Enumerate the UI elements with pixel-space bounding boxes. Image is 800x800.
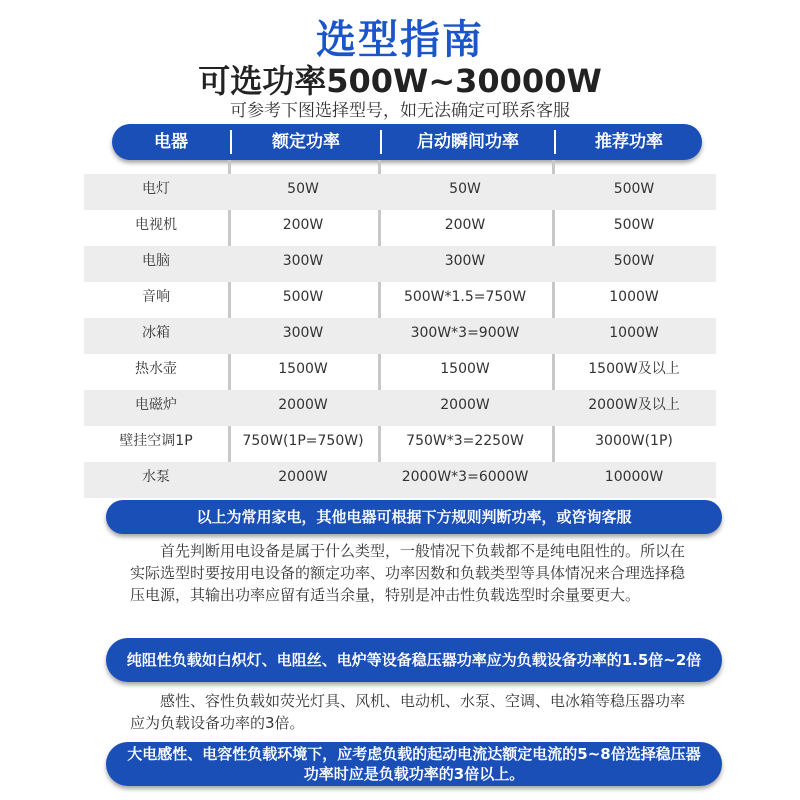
table-row: [84, 390, 716, 426]
page-title: 选型指南: [316, 17, 484, 63]
cell-appliance: 音响: [142, 289, 170, 305]
inductive-load-paragraph: 感性、容性负载如荧光灯具、风机、电动机、水泵、空调、电冰箱等稳压器功率应为负载设备功率的3倍。: [130, 692, 686, 732]
cell-startup-power: 300W: [444, 253, 486, 269]
cell-rated-power: 300W: [282, 253, 324, 269]
notice-text: 纯阻性负载如白炽灯、电阻丝、电炉等设备稳压器功率应为负载设备功率的1.5倍~2倍: [126, 651, 702, 669]
cell-startup-power: 300W*3=900W: [410, 325, 520, 341]
cell-startup-power: 200W: [444, 217, 486, 233]
column-header-rated-power: 额定功率: [272, 132, 340, 152]
cell-appliance: 热水壶: [135, 361, 177, 377]
cell-appliance: 电脑: [142, 253, 170, 269]
power-table: [84, 174, 716, 498]
cell-startup-power: 2000W*3=6000W: [401, 469, 529, 485]
cell-appliance: 电磁炉: [135, 397, 177, 413]
cell-recommended-power: 10000W: [604, 469, 664, 485]
cell-recommended-power: 1000W: [609, 289, 659, 305]
cell-rated-power: 2000W: [278, 397, 328, 413]
column-header-appliance: 电器: [154, 132, 188, 152]
cell-appliance: 水泵: [142, 469, 170, 485]
cell-recommended-power: 3000W(1P): [595, 433, 673, 449]
cell-appliance: 电灯: [142, 181, 170, 197]
cell-rated-power: 1500W: [278, 361, 328, 377]
cell-startup-power: 500W*1.5=750W: [403, 289, 527, 305]
table-row: [84, 210, 716, 246]
notice-text: 大电感性、电容性负载环境下，应考虑负载的起动电流达额定电流的5~8倍选择稳压器功率时应是负载功率的3倍以上。: [127, 745, 701, 783]
cell-recommended-power: 500W: [613, 181, 655, 197]
column-header-recommended-power: 推荐功率: [595, 132, 663, 152]
contact-note: 可参考下图选择型号，如无法确定可联系客服: [230, 101, 570, 121]
cell-appliance: 壁挂空调1P: [119, 433, 193, 449]
cell-startup-power: 2000W: [440, 397, 490, 413]
resistive-load-notice: [106, 638, 722, 682]
cell-recommended-power: 500W: [613, 253, 655, 269]
cell-startup-power: 1500W: [440, 361, 490, 377]
cell-startup-power: 50W: [449, 181, 481, 197]
power-range-subtitle: 可选功率500W~30000W: [198, 62, 602, 100]
cell-rated-power: 750W(1P=750W): [242, 433, 364, 449]
table-row: [84, 174, 716, 210]
cell-rated-power: 50W: [287, 181, 319, 197]
table-row: [84, 318, 716, 354]
table-row: [84, 354, 716, 390]
cell-rated-power: 300W: [282, 325, 324, 341]
cell-rated-power: 2000W: [278, 469, 328, 485]
cell-rated-power: 200W: [282, 217, 324, 233]
table-row: [84, 426, 716, 462]
high-inductive-load-notice: [106, 742, 722, 786]
cell-recommended-power: 2000W及以上: [588, 397, 680, 413]
cell-recommended-power: 1000W: [609, 325, 659, 341]
cell-recommended-power: 500W: [613, 217, 655, 233]
column-header-startup-power: 启动瞬间功率: [417, 132, 519, 152]
notice-text: 以上为常用家电，其他电器可根据下方规则判断功率，或咨询客服: [196, 508, 632, 526]
cell-appliance: 冰箱: [142, 325, 170, 341]
cell-startup-power: 750W*3=2250W: [406, 433, 524, 449]
table-row: [84, 282, 716, 318]
cell-appliance: 电视机: [135, 217, 177, 233]
table-row: [84, 246, 716, 282]
cell-rated-power: 500W: [282, 289, 324, 305]
selection-paragraph: 首先判断用电设备是属于什么类型，一般情况下负载都不是纯电阻性的。所以在实际选型时要按用电设备的额定功率、功率因数和负载类型等具体情况来合理选择稳压电源，其输出功率应留有适当余量，特别是冲击性负载选型时余量要更大。: [130, 542, 686, 604]
table-row: [84, 462, 716, 498]
table-header: [112, 124, 702, 160]
cell-recommended-power: 1500W及以上: [588, 361, 680, 377]
common-appliances-notice: [106, 500, 722, 534]
